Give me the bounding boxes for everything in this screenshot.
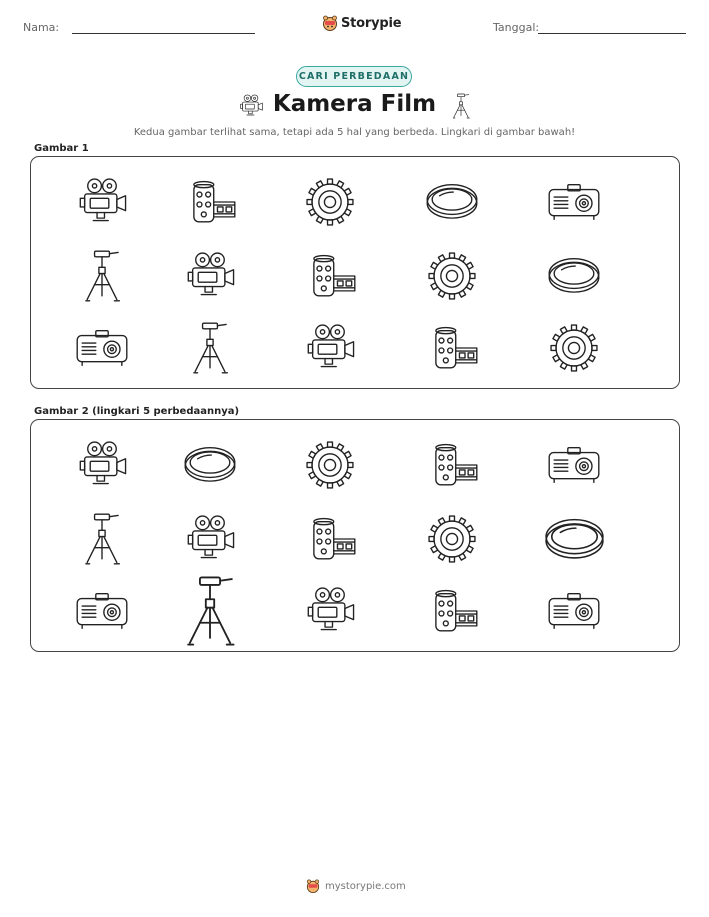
projector-icon <box>543 171 605 233</box>
movie-camera-icon <box>299 317 361 379</box>
footer-url[interactable]: mystorypie.com <box>325 880 406 892</box>
tripod-icon[interactable] <box>71 508 133 570</box>
lens-filter-icon <box>543 245 605 307</box>
movie-camera-icon[interactable] <box>179 508 241 570</box>
film-reel-icon <box>179 171 241 233</box>
gear-icon <box>299 171 361 233</box>
film-reel-icon <box>299 245 361 307</box>
brand-name: Storypie <box>341 15 402 31</box>
panel-1-label: Gambar 1 <box>34 143 89 154</box>
lens-filter-icon[interactable] <box>539 504 610 575</box>
panel-2-label: Gambar 2 (lingkari 5 perbedaannya) <box>34 406 240 417</box>
storypie-mascot-icon <box>306 878 320 894</box>
projector-icon[interactable] <box>543 434 605 496</box>
film-reel-icon <box>421 317 483 379</box>
date-field-line[interactable] <box>538 33 686 34</box>
projector-icon[interactable] <box>71 580 133 642</box>
tripod-icon <box>179 317 241 379</box>
movie-camera-icon <box>179 245 241 307</box>
gear-icon <box>543 317 605 379</box>
page-title: Kamera Film <box>272 91 437 117</box>
film-reel-icon[interactable] <box>421 580 483 642</box>
date-label: Tanggal: <box>493 21 540 34</box>
lens-filter-icon <box>421 171 483 233</box>
tripod-icon <box>71 245 133 307</box>
storypie-mascot-icon <box>322 14 338 32</box>
footer <box>306 878 406 894</box>
movie-camera-icon <box>71 171 133 233</box>
picture-panel-1 <box>30 156 680 389</box>
projector-icon[interactable] <box>543 580 605 642</box>
gear-icon[interactable] <box>421 508 483 570</box>
instructions: Kedua gambar terlihat sama, tetapi ada 5 hal yang berbeda. Lingkari di gambar bawah! <box>133 127 576 138</box>
film-reel-icon[interactable] <box>421 434 483 496</box>
projector-icon <box>71 317 133 379</box>
movie-camera-icon[interactable] <box>71 434 133 496</box>
gear-icon <box>421 245 483 307</box>
lens-filter-icon[interactable] <box>179 434 241 496</box>
picture-panel-2[interactable] <box>30 419 680 652</box>
tripod-icon[interactable] <box>168 569 252 653</box>
brand-logo <box>322 13 401 33</box>
movie-camera-icon[interactable] <box>299 580 361 642</box>
activity-badge: CARI PERBEDAAN <box>296 66 412 87</box>
film-reel-icon[interactable] <box>299 508 361 570</box>
tripod-icon <box>446 91 476 125</box>
gear-icon[interactable] <box>299 434 361 496</box>
name-field-line[interactable] <box>72 33 255 34</box>
name-label: Nama: <box>23 21 60 34</box>
